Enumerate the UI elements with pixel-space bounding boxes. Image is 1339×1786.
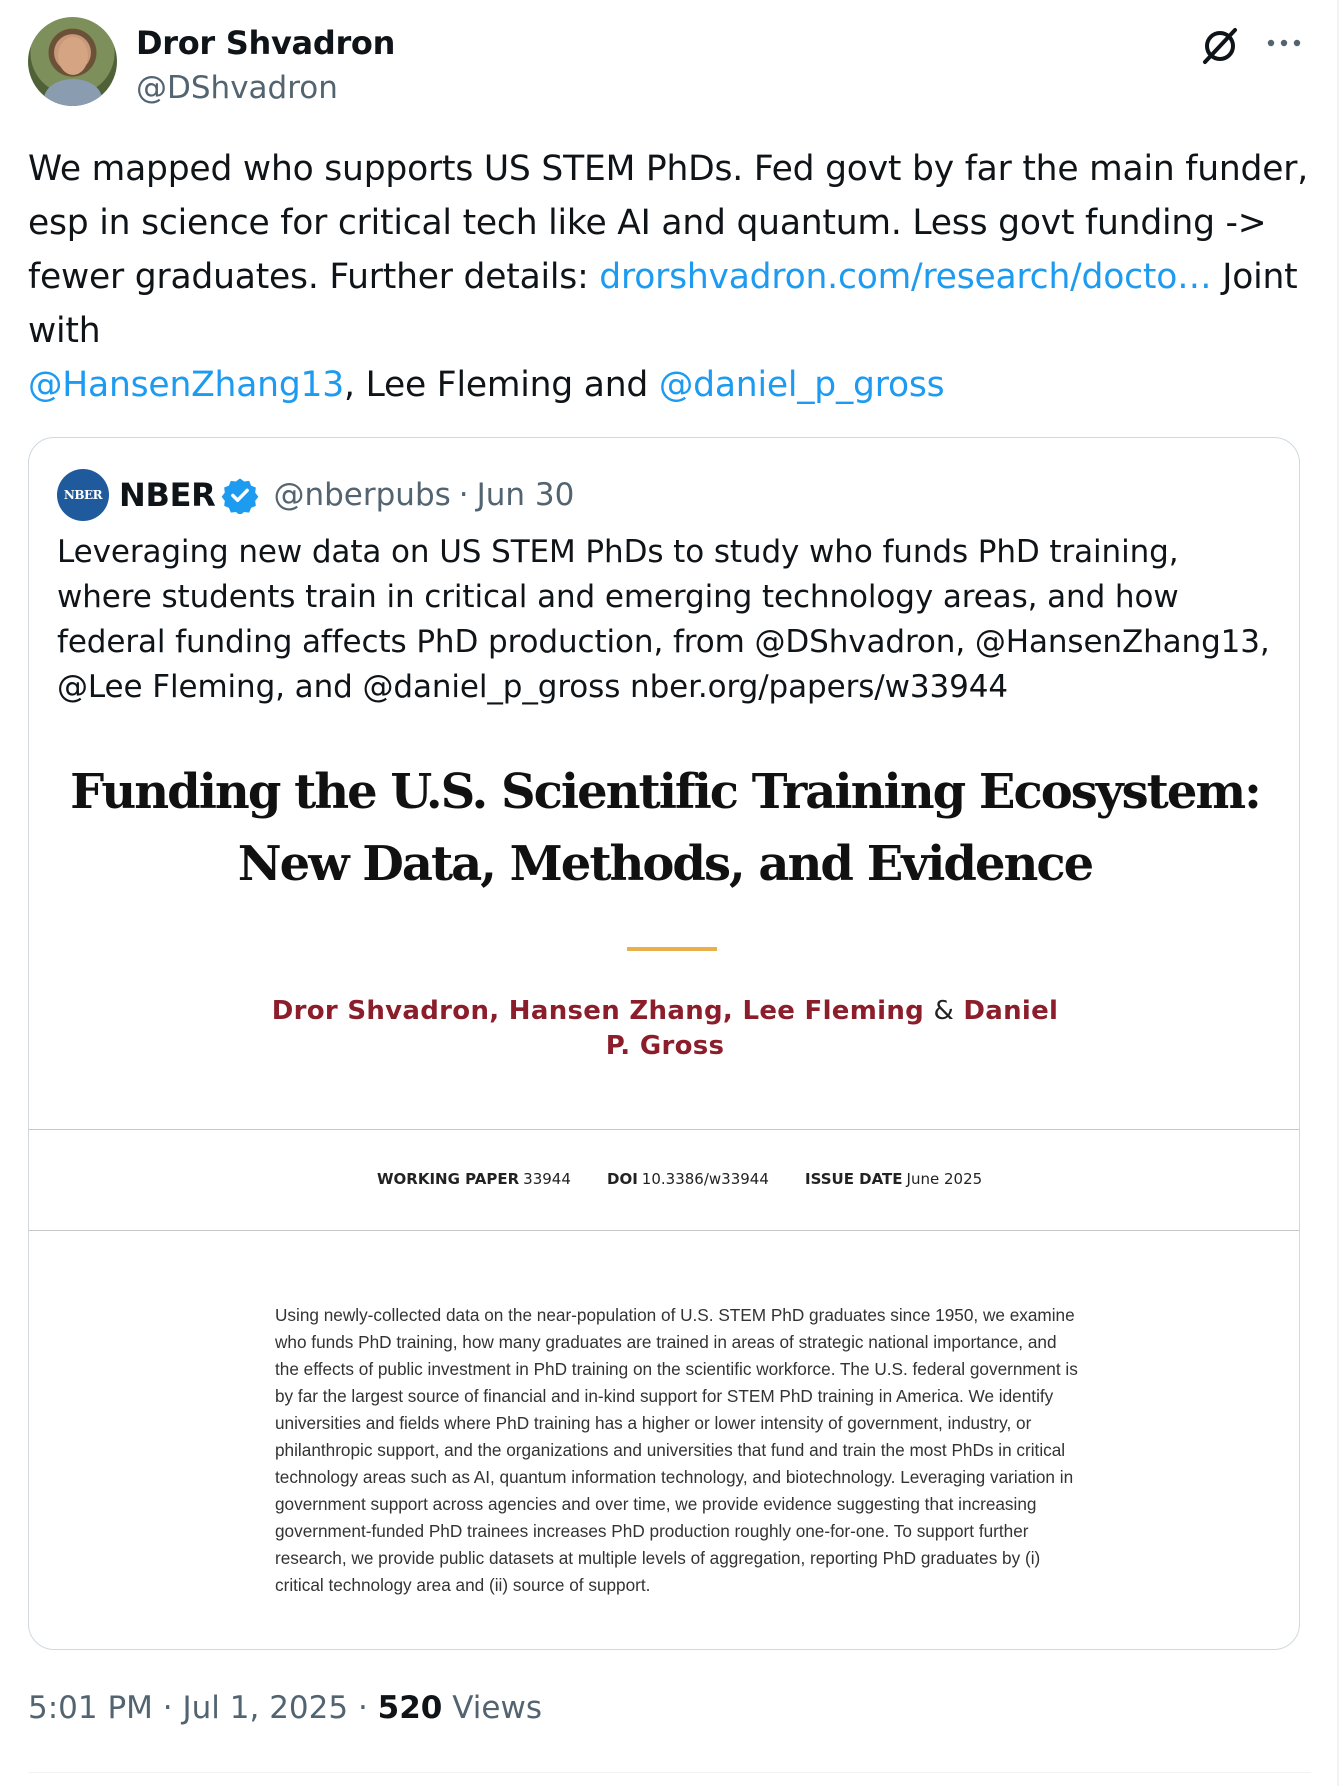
- wp-value: 33944: [523, 1170, 571, 1188]
- avatar-face: [58, 37, 88, 75]
- paper-abstract: Using newly-collected data on the near-population of U.S. STEM PhD graduates since 1950, we examine who funds PhD training, how many graduates are trained in areas of strategic national importance, and the effects of public investment in PhD training on the scientific workforce. The U.S. federal government is by far the largest source of financial and in-kind support for STEM PhD training in America. We identify universities and fields where PhD training has a higher or lower intensity of government, industry, or philanthropic support, and the organizations and universities that fund and train the most PhDs in critical technology areas such as AI, quantum information technology, and biotechnology. Leveraging variation in government support across agencies and over time, we provide evidence suggesting that increasing government-funded PhD trainees increases PhD production roughly one-for-one. To support further research, we provide public datasets at multiple levels of aggregation, reporting PhD graduates by (i) critical technology area and (ii) source of support.: [275, 1305, 1078, 1595]
- tweet-time[interactable]: 5:01 PM: [28, 1690, 153, 1726]
- grok-icon[interactable]: [1199, 24, 1241, 66]
- quote-author-name[interactable]: NBER: [119, 476, 216, 514]
- avatar[interactable]: [28, 17, 117, 106]
- tweet-text: [28, 142, 1318, 412]
- paper-authors-amp: &: [933, 996, 955, 1026]
- bottom-divider: [28, 1772, 1311, 1773]
- title-rule: [627, 947, 717, 951]
- doi-value: 10.3386/w33944: [641, 1170, 769, 1188]
- paper-title-line1: Funding the U.S. Scientific Training Ecosystem:: [70, 764, 1260, 820]
- quote-text: Leveraging new data on US STEM PhDs to study who funds PhD training, where students train in critical and emerging technology areas, and how federal funding affects PhD production, from @DShvadron, @HansenZhang13, @Lee Fleming, and @daniel_p_gross nber.org/papers/w33944: [57, 534, 1270, 705]
- meta-top-rule: [29, 1129, 1300, 1130]
- issue-value: June 2025: [906, 1170, 983, 1188]
- issue-label: ISSUE DATE: [805, 1170, 903, 1188]
- tweet-link[interactable]: drorshvadron.com/research/docto…: [599, 257, 1212, 297]
- wp-label: WORKING PAPER: [377, 1170, 520, 1188]
- issue-date-meta: [805, 1170, 982, 1188]
- doi-label: DOI: [607, 1170, 638, 1188]
- author-handle[interactable]: @DShvadron: [136, 70, 338, 106]
- mention-hansenzhang[interactable]: @HansenZhang13: [28, 365, 345, 405]
- author-name[interactable]: Dror Shvadron: [136, 24, 396, 62]
- doi-meta: [607, 1170, 769, 1188]
- tweet-text-part2: Joint with: [28, 257, 1298, 351]
- tweet-text-part1: We mapped who supports US STEM PhDs. Fed govt by far the main funder, esp in science for critical tech like AI and quantum. Less govt funding -> fewer graduates. Further details:: [28, 149, 1309, 297]
- views-label[interactable]: Views: [452, 1690, 542, 1726]
- paper-title-line2: New Data, Methods, and Evidence: [237, 836, 1093, 892]
- quote-card[interactable]: [28, 437, 1300, 1650]
- paper-authors: [269, 994, 1061, 1064]
- avatar-shirt: [44, 79, 102, 106]
- tweet-date[interactable]: Jul 1, 2025: [182, 1690, 349, 1726]
- tweet-text-part3: , Lee Fleming and: [344, 365, 659, 405]
- nber-logo[interactable]: NBER: [57, 469, 109, 521]
- footer-sep2: ·: [357, 1690, 368, 1726]
- meta-bottom-rule: [29, 1230, 1300, 1231]
- paper-authors-a: Dror Shvadron, Hansen Zhang, Lee Fleming: [271, 996, 925, 1026]
- mention-danielgross[interactable]: @daniel_p_gross: [658, 365, 945, 405]
- more-icon[interactable]: [1264, 28, 1304, 58]
- tweet-timestamp: [28, 1690, 542, 1726]
- footer-sep1: ·: [162, 1690, 173, 1726]
- quote-date[interactable]: Jun 30: [476, 477, 575, 513]
- quote-separator: ·: [458, 477, 469, 513]
- views-count[interactable]: 520: [377, 1690, 443, 1726]
- quote-header: [57, 468, 574, 522]
- quote-author-handle[interactable]: @nberpubs: [273, 477, 451, 513]
- paper-title: [29, 756, 1300, 900]
- verified-icon: [221, 476, 259, 514]
- working-paper-meta: [377, 1170, 571, 1188]
- paper-authors-b: Daniel P. Gross: [605, 996, 1059, 1061]
